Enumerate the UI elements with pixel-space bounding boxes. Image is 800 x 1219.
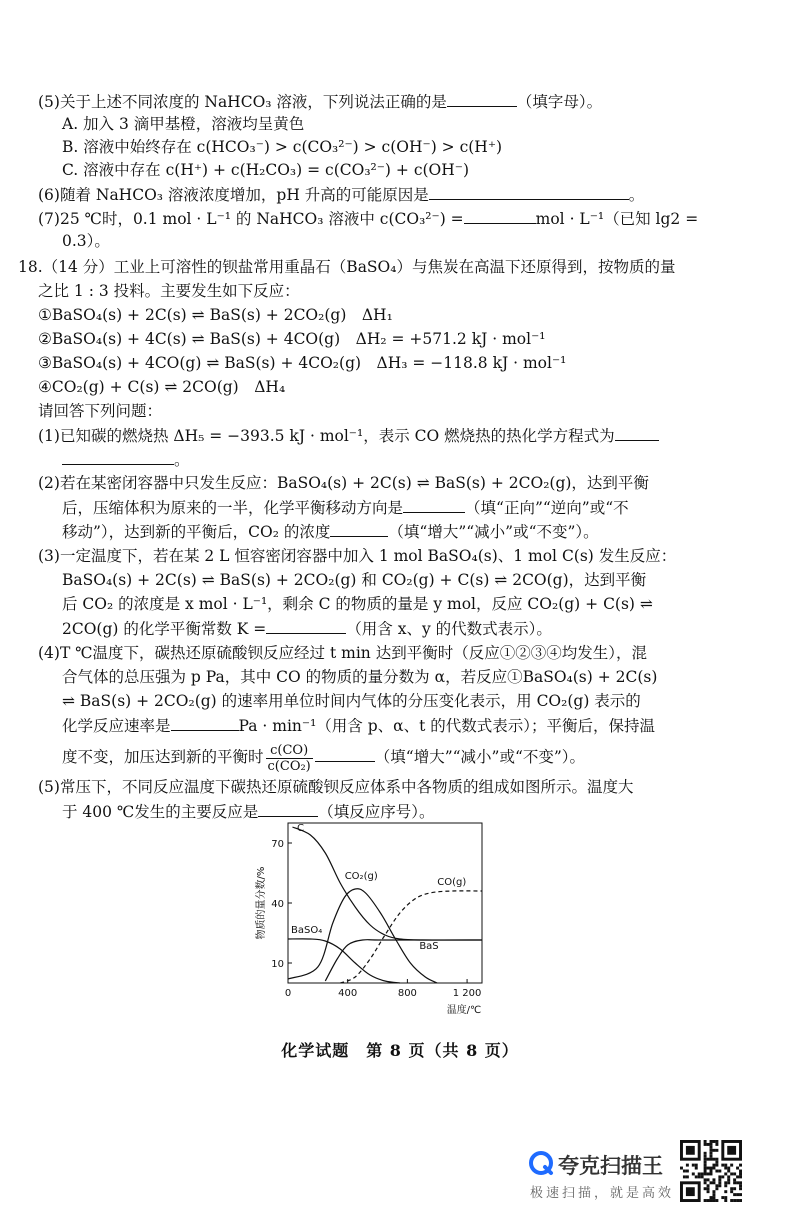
scanner-logo-icon: [528, 1150, 554, 1176]
answer-blank[interactable]: [403, 496, 465, 513]
qr-module: [712, 1193, 715, 1196]
qr-module: [712, 1149, 715, 1152]
answer-blank[interactable]: [62, 448, 174, 465]
q7-stem: [38, 207, 698, 230]
qr-module: [707, 1187, 710, 1190]
qr-module: [730, 1199, 733, 1202]
qr-module: [730, 1190, 733, 1193]
qr-module: [739, 1175, 742, 1178]
part-2-line-2: [62, 496, 629, 519]
qr-module: [718, 1184, 721, 1187]
qr-module: [712, 1181, 715, 1184]
q6-stem-text: (6)随着 NaHCO₃ 溶液浓度增加，pH 升高的可能原因是: [38, 186, 429, 204]
label-co2: CO₂(g): [344, 871, 378, 882]
qr-module: [695, 1175, 698, 1178]
part-2-line-1: (2)若在某密闭容器中只发生反应：BaSO₄(s) + 2C(s) ⇌ BaS(s) + 2CO₂(g)，达到平衡: [38, 474, 649, 492]
qr-module: [701, 1175, 704, 1178]
qr-module: [692, 1172, 695, 1175]
qr-module: [715, 1158, 718, 1161]
qr-module: [710, 1172, 713, 1175]
qr-module: [715, 1187, 718, 1190]
qr-module: [730, 1172, 733, 1175]
page-footer: 化学试题 第 8 页（共 8 页）: [281, 1041, 519, 1060]
qr-module: [715, 1164, 718, 1167]
part-2-text-c: 移动”），达到新的平衡后，CO₂ 的浓度: [62, 523, 331, 541]
qr-module: [686, 1146, 695, 1155]
composition-chart: [250, 815, 510, 1015]
part-1-continuation: [62, 448, 190, 471]
part-2-text-a: 后，压缩体积为原来的一半，化学平衡移动方向是: [62, 499, 404, 517]
label-c: C: [296, 823, 304, 834]
qr-module: [680, 1167, 683, 1170]
part-3-line-3: 后 CO₂ 的浓度是 x mol · L⁻¹，剩余 C 的物质的量是 y mol，反应 CO₂(g) + C(s) ⇌: [62, 595, 653, 613]
qr-module: [710, 1181, 713, 1184]
qr-module: [704, 1155, 707, 1158]
qr-module: [718, 1178, 721, 1181]
qr-module: [730, 1164, 733, 1167]
answer-blank[interactable]: [330, 520, 388, 537]
qr-module: [707, 1184, 710, 1187]
series-line-baso: [288, 939, 400, 983]
qr-module: [704, 1187, 707, 1190]
q7-line2: 0.3）。: [62, 232, 110, 250]
qr-module: [704, 1143, 707, 1146]
part-5-line-1: (5)常压下，不同反应温度下碳热还原硫酸钡反应体系中各物质的组成如图所示。温度大: [38, 778, 634, 796]
ratio-fraction: [266, 743, 313, 774]
qr-module: [733, 1172, 736, 1175]
qr-module: [704, 1181, 707, 1184]
qr-module: [724, 1167, 727, 1170]
plot-frame: [288, 823, 482, 983]
qr-module: [724, 1172, 727, 1175]
qr-module: [727, 1181, 730, 1184]
qr-code[interactable]: [680, 1140, 742, 1202]
qr-module: [715, 1149, 718, 1152]
qr-module: [736, 1199, 739, 1202]
label-baso4: BaSO₄: [290, 925, 323, 936]
qr-module: [715, 1199, 718, 1202]
qr-module: [724, 1184, 727, 1187]
answer-blank[interactable]: [429, 183, 629, 200]
answer-blank[interactable]: [171, 714, 239, 731]
y-axis-label: 物质的量分数/%: [256, 866, 267, 940]
qr-module: [712, 1158, 715, 1161]
qr-module: [727, 1170, 730, 1173]
qr-module: [704, 1161, 707, 1164]
qr-module: [733, 1178, 736, 1181]
reaction-1: ①BaSO₄(s) + 2C(s) ⇌ BaS(s) + 2CO₂(g) ΔH₁: [38, 306, 393, 324]
answer-blank[interactable]: [447, 90, 517, 107]
qr-module: [733, 1193, 736, 1196]
answer-blank[interactable]: [464, 207, 536, 224]
answer-prompt: 请回答下列问题：: [38, 402, 163, 420]
qr-module: [704, 1199, 707, 1202]
y-tick-label: 10: [271, 959, 284, 970]
qr-module: [715, 1184, 718, 1187]
series-line-bas: [325, 940, 482, 981]
q5-option-b: B. 溶液中始终存在 c(HCO₃⁻) > c(CO₃²⁻) > c(OH⁻) > c(H⁺): [62, 138, 503, 156]
qr-module: [701, 1172, 704, 1175]
part-4-text-d: （填“增大”“减小”或“不变”）。: [374, 748, 586, 766]
qr-module: [727, 1146, 736, 1155]
qr-module: [739, 1187, 742, 1190]
qr-module: [707, 1199, 710, 1202]
qr-module: [686, 1170, 689, 1173]
part-1-end: 。: [174, 451, 190, 469]
q6-tail: 。: [628, 186, 645, 204]
qr-module: [704, 1170, 707, 1173]
qr-module: [707, 1172, 710, 1175]
brand-slogan: 极速扫描，就是高效: [530, 1186, 675, 1201]
qr-module: [721, 1164, 724, 1167]
qr-module: [727, 1167, 730, 1170]
qr-module: [727, 1178, 730, 1181]
qr-module: [683, 1170, 686, 1173]
qr-module: [724, 1164, 727, 1167]
qr-module: [718, 1181, 721, 1184]
q5-option-a: A. 加入 3 滴甲基橙，溶液均呈黄色: [62, 115, 305, 133]
qr-module: [710, 1149, 713, 1152]
label-bas: BaS: [419, 941, 439, 952]
qr-module: [710, 1146, 713, 1149]
x-tick-label: 0: [284, 988, 292, 999]
scanner-watermark: [528, 1148, 678, 1204]
part-4-line-2: 合气体的总压强为 p Pa，其中 CO 的物质的量分数为 α，若反应①BaSO₄(s) + 2C(s): [62, 668, 658, 686]
q7-tail: mol · L⁻¹（已知 lg2 =: [535, 210, 699, 228]
part-5-text-b: （填反应序号）。: [318, 803, 435, 821]
qr-module: [712, 1167, 715, 1170]
part-3-text-b: （用含 x、y 的代数式表示）。: [346, 620, 552, 638]
qr-module: [721, 1196, 724, 1199]
qr-module: [710, 1167, 713, 1170]
qr-module: [683, 1175, 686, 1178]
qr-module: [695, 1167, 698, 1170]
q6-stem: [38, 183, 644, 206]
q18-intro-1: 18.（14 分）工业上可溶性的钡盐常用重晶石（BaSO₄）与焦炭在高温下还原得到，按物质的量: [18, 258, 676, 276]
qr-module: [710, 1155, 713, 1158]
qr-module: [710, 1152, 713, 1155]
qr-module: [704, 1178, 707, 1181]
qr-module: [704, 1167, 707, 1170]
qr-module: [724, 1199, 727, 1202]
fraction-numerator: c(CO): [266, 743, 313, 759]
qr-module: [736, 1175, 739, 1178]
reaction-3: ③BaSO₄(s) + 4CO(g) ⇌ BaS(s) + 4CO₂(g) ΔH₃ = −118.8 kJ · mol⁻¹: [38, 354, 567, 372]
qr-module: [695, 1164, 698, 1167]
qr-module: [733, 1187, 736, 1190]
qr-module: [721, 1175, 724, 1178]
qr-module: [715, 1143, 718, 1146]
qr-module: [698, 1175, 701, 1178]
q5-tail: （填字母）。: [516, 93, 603, 111]
qr-module: [698, 1172, 701, 1175]
qr-module: [715, 1170, 718, 1173]
qr-module: [707, 1158, 710, 1161]
qr-module: [686, 1187, 695, 1196]
q5-option-c: C. 溶液中存在 c(H⁺) + c(H₂CO₃) = c(CO₃²⁻) + c(OH⁻): [62, 161, 470, 179]
qr-module: [710, 1143, 713, 1146]
x-axis-label: 温度/℃: [446, 1005, 482, 1015]
qr-module: [704, 1158, 707, 1161]
qr-module: [736, 1181, 739, 1184]
qr-module: [718, 1170, 721, 1173]
qr-module: [739, 1193, 742, 1196]
qr-module: [736, 1167, 739, 1170]
qr-module: [733, 1181, 736, 1184]
part-1-text: (1)已知碳的燃烧热 ΔH₅ = −393.5 kJ · mol⁻¹，表示 CO 燃烧热的热化学方程式为: [38, 427, 615, 445]
qr-module: [710, 1140, 713, 1143]
reaction-4: ④CO₂(g) + C(s) ⇌ 2CO(g) ΔH₄: [38, 378, 286, 396]
part-4-line-1: (4)T ℃温度下，碳热还原硫酸钡反应经过 t min 达到平衡时（反应①②③④均发生），混: [38, 644, 647, 662]
y-tick-label: 40: [271, 899, 284, 910]
qr-module: [686, 1175, 689, 1178]
qr-module: [730, 1187, 733, 1190]
qr-module: [739, 1199, 742, 1202]
reaction-2: ②BaSO₄(s) + 4C(s) ⇌ BaS(s) + 4CO(g) ΔH₂ = +571.2 kJ · mol⁻¹: [38, 330, 546, 348]
qr-module: [712, 1164, 715, 1167]
qr-module: [739, 1184, 742, 1187]
part-4-line-4: [62, 714, 655, 737]
q5-stem: [38, 90, 602, 113]
qr-module: [715, 1140, 718, 1143]
qr-module: [718, 1175, 721, 1178]
brand-name: 夸克扫描王: [558, 1154, 663, 1178]
qr-module: [707, 1143, 710, 1146]
part-2-text-b: （填“正向”“逆向”或“不: [465, 499, 629, 517]
x-tick-label: 1 200: [452, 988, 482, 999]
label-co: CO(g): [437, 877, 467, 888]
y-tick-label: 70: [271, 839, 284, 850]
qr-module: [712, 1140, 715, 1143]
qr-module: [712, 1196, 715, 1199]
fraction-denominator: c(CO₂): [267, 758, 311, 774]
part-4-line-3: ⇌ BaS(s) + 2CO₂(g) 的速率用单位时间内气体的分压变化表示，用 CO₂(g) 表示的: [62, 692, 641, 710]
qr-module: [686, 1164, 689, 1167]
answer-blank[interactable]: [315, 745, 375, 762]
qr-module: [710, 1199, 713, 1202]
part-4-text-a: 化学反应速率是: [62, 717, 171, 735]
qr-module: [707, 1167, 710, 1170]
qr-module: [704, 1140, 707, 1143]
part-3-line-1: (3)一定温度下，若在某 2 L 恒容密闭容器中加入 1 mol BaSO₄(s)、1 mol C(s) 发生反应：: [38, 547, 677, 565]
q7-stem-text: (7)25 ℃时，0.1 mol · L⁻¹ 的 NaHCO₃ 溶液中 c(CO₃²⁻) =: [38, 210, 464, 228]
part-4-text-b: Pa · min⁻¹（用含 p、α、t 的代数式表示）；平衡后，保持温: [238, 717, 656, 735]
qr-module: [704, 1164, 707, 1167]
part-3-line-4: [62, 617, 552, 640]
qr-module: [704, 1172, 707, 1175]
part-4-line-5: [62, 740, 585, 774]
part-3-line-2: BaSO₄(s) + 2C(s) ⇌ BaS(s) + 2CO₂(g) 和 CO₂(g) + C(s) ⇌ 2CO(g)，达到平衡: [62, 571, 647, 589]
qr-module: [715, 1161, 718, 1164]
q18-intro-2: 之比 1 : 3 投料。主要发生如下反应：: [38, 282, 300, 300]
qr-module: [736, 1193, 739, 1196]
part-2-line-3: [62, 520, 599, 543]
part-3-text-a: 2CO(g) 的化学平衡常数 K =: [62, 620, 267, 638]
qr-module: [724, 1181, 727, 1184]
qr-module: [712, 1190, 715, 1193]
qr-module: [739, 1170, 742, 1173]
q5-stem-text: (5)关于上述不同浓度的 NaHCO₃ 溶液，下列说法正确的是: [38, 93, 447, 111]
qr-module: [727, 1175, 730, 1178]
part-2-text-d: （填“增大”“减小”或“不变”）。: [388, 523, 599, 541]
qr-module: [739, 1172, 742, 1175]
qr-module: [739, 1181, 742, 1184]
part-5-text-a: 于 400 ℃发生的主要反应是: [62, 803, 259, 821]
part-4-text-c: 度不变，加压达到新的平衡时: [62, 748, 264, 766]
x-tick-label: 800: [397, 988, 417, 999]
answer-blank[interactable]: [615, 424, 659, 441]
qr-module: [724, 1196, 727, 1199]
qr-module: [712, 1199, 715, 1202]
qr-module: [724, 1190, 727, 1193]
qr-module: [707, 1178, 710, 1181]
qr-module: [712, 1178, 715, 1181]
qr-module: [733, 1199, 736, 1202]
qr-module: [704, 1152, 707, 1155]
qr-module: [739, 1164, 742, 1167]
x-tick-label: 400: [338, 988, 358, 999]
qr-module: [710, 1170, 713, 1173]
qr-module: [710, 1196, 713, 1199]
qr-module: [692, 1164, 695, 1167]
qr-module: [707, 1190, 710, 1193]
qr-module: [710, 1158, 713, 1161]
part-1-stem: [38, 424, 659, 447]
answer-blank[interactable]: [266, 617, 346, 634]
